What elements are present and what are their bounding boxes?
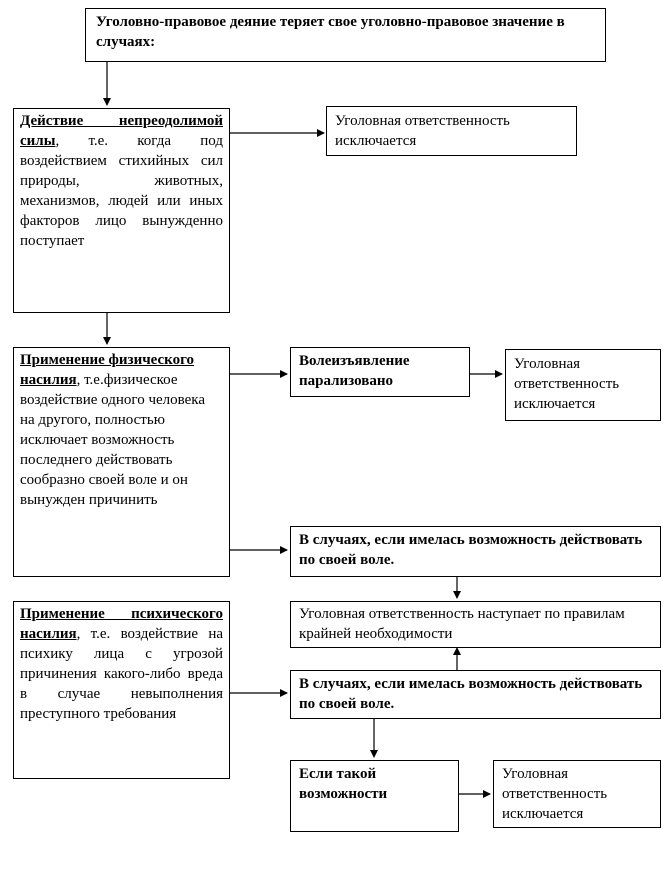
necessity-box (290, 601, 661, 648)
physical-result-text: Уголовная ответственность исключается (514, 356, 620, 412)
force-heading: Действие непреодолимой силы (20, 113, 223, 149)
title-box (85, 8, 606, 62)
no-possibility-box (290, 760, 459, 832)
force-box (13, 108, 230, 313)
psychic-possible-box (290, 670, 661, 719)
psychic-box (13, 601, 230, 779)
necessity-text: Уголовная ответственность наступает по правилам крайней необходимости (299, 606, 625, 642)
will-paralyzed-box (290, 347, 470, 397)
physical-box (13, 347, 230, 577)
physical-possible-text: В случаях, если имелась возможность действовать по своей воле. (299, 532, 643, 568)
physical-text: , т.е.физическое воздействие одного человека на другого, полностью исключает возможность последнего действовать сообразно своей воле и он вынужден причинить (20, 372, 205, 508)
physical-result-box (505, 349, 661, 421)
force-result-box (326, 106, 577, 156)
psychic-result-text: Уголовная ответственность исключается (502, 766, 608, 822)
title-text: Уголовно-правовое деяние теряет свое уголовно-правовое значение в случаях: (96, 14, 565, 50)
psychic-result-box (493, 760, 661, 828)
no-possibility-text: Если такой возможности (299, 766, 388, 802)
physical-heading: Применение физического насилия (20, 352, 195, 388)
force-result-text: Уголовная ответственность исключается (335, 113, 510, 149)
psychic-possible-text: В случаях, если имелась возможность действовать по своей воле. (299, 676, 643, 712)
psychic-text: , т.е. воздействие на психику лица с угрозой причинения какого-либо вреда в случае невыполнения преступного требования (20, 626, 223, 722)
physical-possible-box (290, 526, 661, 577)
force-text: , т.е. когда под воздействием стихийных сил природы, животных, механизмов, людей или иных факторов лицо вынужденно поступает (20, 133, 223, 249)
psychic-heading: Применение психического насилия (20, 606, 223, 642)
will-paralyzed-text: Волеизъявление парализовано (299, 353, 410, 389)
